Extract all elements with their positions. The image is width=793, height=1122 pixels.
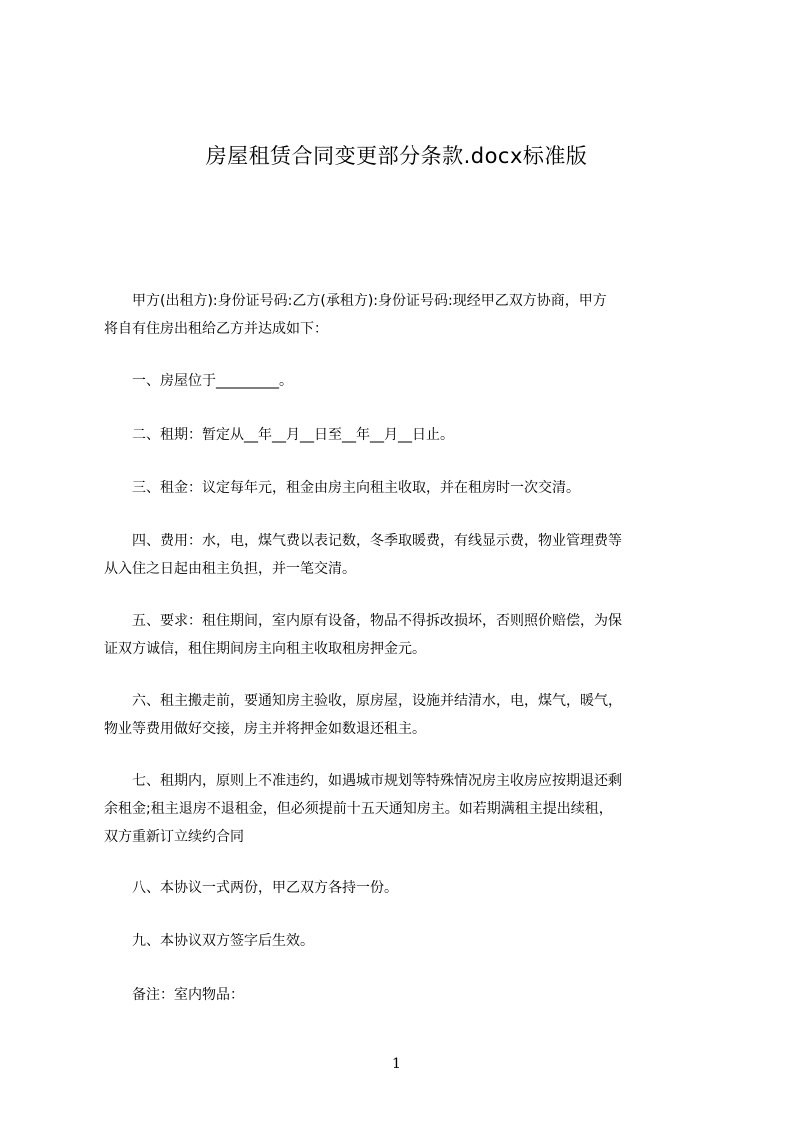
paragraph-line: 八、本协议一式两份，甲乙双方各持一份。 bbox=[104, 880, 398, 896]
paragraph-line: 九、本协议双方签字后生效。 bbox=[104, 933, 314, 949]
paragraph-line: 双方重新订立续约合同 bbox=[104, 829, 244, 845]
paragraph-line: 五、要求：租住期间，室内原有设备，物品不得拆改损坏，否则照价赔偿，为保 bbox=[104, 613, 622, 629]
clause-6-moveout bbox=[104, 687, 704, 743]
paragraph-parties bbox=[104, 287, 704, 343]
paragraph-line: 七、租期内，原则上不准违约，如遇城市规划等特殊情况房主收房应按期退还剩 bbox=[104, 773, 622, 789]
clause-1-location bbox=[104, 367, 704, 395]
paragraph-line: 三、租金：议定每年元，租金由房主向租主收取，并在租房时一次交清。 bbox=[104, 480, 580, 496]
paragraph-line: 甲方(出租方):身份证号码:乙方(承租方):身份证号码:现经甲乙双方协商，甲方 bbox=[104, 293, 607, 309]
paragraph-line: 备注：室内物品： bbox=[104, 987, 244, 1003]
paragraph-line: 将自有住房出租给乙方并达成如下： bbox=[104, 321, 328, 337]
clause-3-rent bbox=[104, 474, 704, 502]
paragraph-line: 从入住之日起由租主负担，并一笔交清。 bbox=[104, 561, 356, 577]
paragraph-line: 二、租期：暂定从__年__月__日至__年__月__日止。 bbox=[104, 427, 454, 443]
document-title: 房屋租赁合同变更部分条款.docx标准版 bbox=[205, 144, 588, 168]
clause-4-fees bbox=[104, 527, 704, 583]
clause-7-breach bbox=[104, 767, 704, 851]
paragraph-line: 余租金;租主退房不退租金，但必须提前十五天通知房主。如若期满租主提出续租， bbox=[104, 801, 613, 817]
paragraph-line: 一、房屋位于_________。 bbox=[104, 373, 293, 389]
page-number: 1 bbox=[392, 1056, 401, 1072]
clause-5-requirements bbox=[104, 607, 704, 663]
paragraph-line: 六、租主搬走前，要通知房主验收，原房屋，设施并结清水，电，煤气，暖气， bbox=[104, 693, 622, 709]
clause-2-term bbox=[104, 421, 704, 449]
paragraph-line: 物业等费用做好交接，房主并将押金如数退还租主。 bbox=[104, 721, 426, 737]
paragraph-line: 证双方诚信，租住期间房主向租主收取租房押金元。 bbox=[104, 641, 426, 657]
paragraph-line: 四、费用：水，电，煤气费以表记数，冬季取暖费，有线显示费，物业管理费等 bbox=[104, 533, 622, 549]
note-items bbox=[104, 981, 704, 1009]
clause-8-copies bbox=[104, 874, 704, 902]
clause-9-effective bbox=[104, 927, 704, 955]
